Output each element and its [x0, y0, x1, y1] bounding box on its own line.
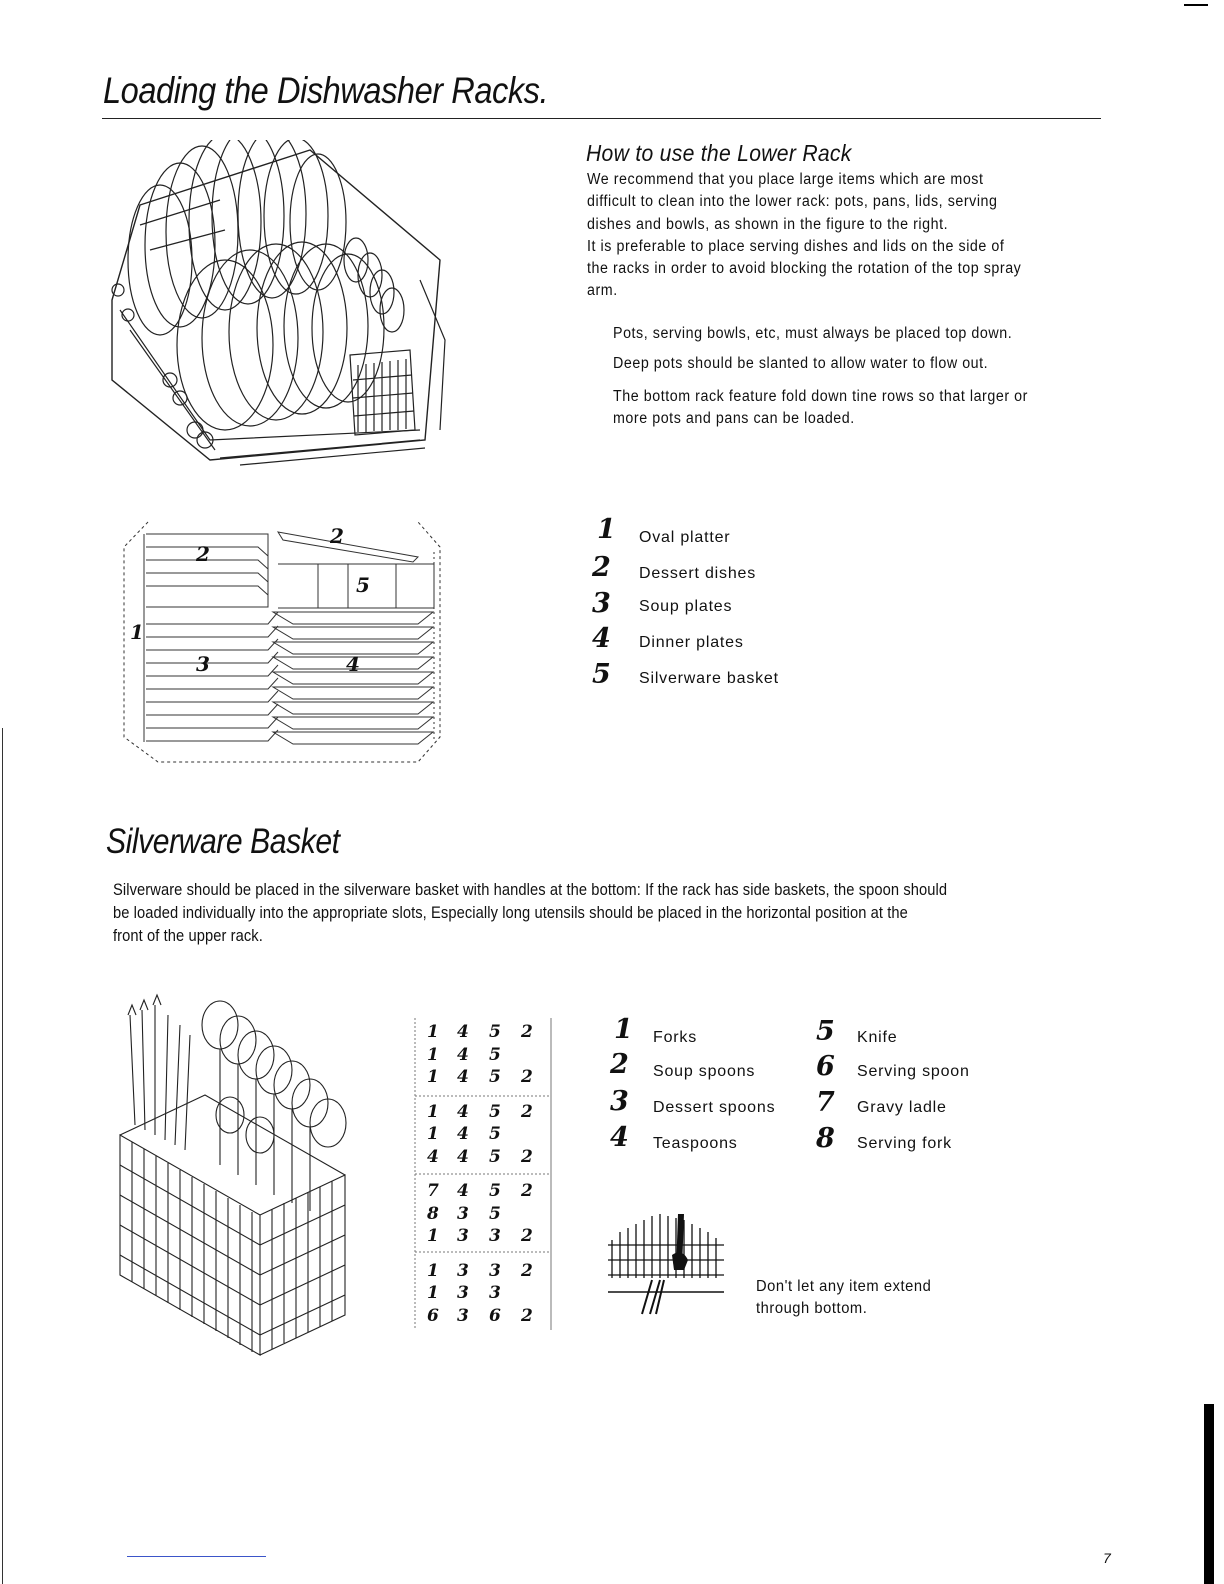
- silverware-paragraph: [113, 879, 1074, 948]
- grid-row: [413, 1022, 553, 1044]
- grid-row: [413, 1283, 553, 1305]
- grid-cell: 7: [427, 1181, 439, 1201]
- grid-row: [413, 1226, 553, 1248]
- legend-label: Teaspoons: [653, 1135, 738, 1152]
- grid-cell: 3: [489, 1260, 501, 1281]
- grid-cell: 5: [489, 1067, 501, 1087]
- diagram-label-4: 4: [346, 652, 360, 676]
- diagram-label-2: 2: [196, 542, 210, 566]
- grid-row: [413, 1261, 553, 1283]
- grid-cell: 4: [427, 1146, 439, 1167]
- grid-cell: 1: [427, 1101, 439, 1122]
- lower-rack-line: It is preferable to place serving dishes and lids on the side of: [587, 237, 1005, 255]
- note-slanted: Deep pots should be slanted to allow water to flow out.: [613, 355, 989, 372]
- legend-label: Forks: [653, 1029, 697, 1046]
- lower-rack-line: arm.: [587, 282, 618, 300]
- grid-cell: 2: [521, 1022, 533, 1042]
- legend-number: 8: [816, 1123, 835, 1154]
- lower-rack-heading: How to use the Lower Rack: [586, 140, 852, 166]
- grid-cell: 5: [489, 1044, 501, 1065]
- legend-label: Silverware basket: [639, 670, 779, 687]
- lower-rack-line: We recommend that you place large items which are most: [587, 171, 984, 188]
- note-top-down: Pots, serving bowls, etc, must always be placed top down.: [613, 325, 1013, 342]
- grid-cell: 2: [521, 1146, 533, 1167]
- grid-cell: 1: [427, 1022, 439, 1042]
- legend-label: Soup spoons: [653, 1063, 756, 1080]
- legend-label: Gravy ladle: [857, 1099, 947, 1116]
- grid-cell: 5: [489, 1146, 501, 1167]
- legend-label: Soup plates: [639, 598, 733, 615]
- grid-row: [413, 1306, 553, 1328]
- basket-bottom-warning-icon: [604, 1210, 728, 1320]
- lower-rack-line: dishes and bowls, as shown in the figure to the right.: [587, 215, 949, 233]
- grid-cell: 5: [489, 1124, 501, 1144]
- legend-number: 1: [614, 1014, 633, 1045]
- legend-number: 5: [592, 659, 611, 690]
- legend-number: 2: [610, 1049, 629, 1080]
- grid-cell: 6: [427, 1305, 439, 1326]
- diagram-label-3: 3: [196, 652, 210, 676]
- grid-cell: 1: [427, 1283, 439, 1303]
- grid-cell: 5: [489, 1203, 501, 1224]
- title-rule: [102, 118, 1101, 119]
- grid-cell: 5: [489, 1181, 501, 1201]
- note-fold-down-line: The bottom rack feature fold down tine rows so that larger or: [613, 388, 1028, 405]
- diagram-label-1: 1: [130, 620, 144, 644]
- grid-row: [413, 1124, 553, 1146]
- grid-cell: 1: [427, 1044, 439, 1065]
- page-title: Loading the Dishwasher Racks.: [103, 70, 549, 111]
- legend-number: 2: [592, 552, 611, 583]
- grid-cell: 2: [521, 1226, 533, 1246]
- grid-row: [413, 1181, 553, 1203]
- grid-cell: 3: [457, 1203, 469, 1224]
- legend-number: 3: [592, 588, 611, 619]
- grid-cell: 5: [489, 1101, 501, 1122]
- warning-line: through bottom.: [756, 1300, 868, 1318]
- grid-cell: 1: [427, 1067, 439, 1087]
- grid-cell: 4: [457, 1022, 469, 1042]
- grid-cell: 2: [521, 1181, 533, 1201]
- page-number: 7: [1103, 1550, 1111, 1566]
- lower-rack-line: difficult to clean into the lower rack: pots, pans, lids, serving: [587, 193, 998, 211]
- legend-number: 1: [597, 514, 616, 545]
- grid-row: [413, 1067, 553, 1089]
- lower-rack-illustration: [100, 140, 460, 470]
- legend-number: 3: [610, 1086, 629, 1117]
- note-fold-down-line: more pots and pans can be loaded.: [613, 410, 855, 428]
- grid-cell: 5: [489, 1022, 501, 1042]
- legend-number: 7: [816, 1087, 835, 1118]
- legend-number: 6: [816, 1051, 835, 1082]
- grid-cell: 4: [457, 1146, 469, 1167]
- rack-layout-lines: [118, 512, 448, 770]
- grid-cell: 4: [457, 1101, 469, 1122]
- legend-label: Serving fork: [857, 1135, 952, 1152]
- edge-mark: [1184, 4, 1208, 6]
- grid-cell: 4: [457, 1044, 469, 1065]
- basket-bottom-warning: [756, 1276, 947, 1321]
- grid-cell: 3: [457, 1305, 469, 1326]
- grid-cell: 4: [457, 1067, 469, 1087]
- grid-cell: 3: [457, 1283, 469, 1303]
- silverware-line: Silverware should be placed in the silverware basket with handles at the bottom: If the rack has side baskets, the spoon should: [113, 881, 948, 899]
- lower-rack-line: the racks in order to avoid blocking the rotation of the top spray: [587, 260, 1022, 278]
- note-fold-down: [613, 386, 1153, 431]
- legend-label: Oval platter: [639, 529, 731, 546]
- grid-cell: 1: [427, 1124, 439, 1144]
- grid-cell: 2: [521, 1067, 533, 1087]
- legend-label: Knife: [857, 1029, 898, 1046]
- grid-cell: 3: [489, 1226, 501, 1246]
- grid-row: [413, 1204, 553, 1226]
- grid-cell: 4: [457, 1181, 469, 1201]
- lower-rack-layout-diagram: [118, 512, 448, 770]
- scan-edge-line: [2, 728, 3, 1584]
- grid-cell: 4: [457, 1124, 469, 1144]
- bottom-underline: [127, 1556, 266, 1557]
- silverware-line: be loaded individually into the appropriate slots, Especially long utensils should be placed in the horizontal position at the: [113, 904, 908, 922]
- grid-cell: 3: [489, 1283, 501, 1303]
- grid-row: [413, 1102, 553, 1124]
- diagram-label-2: 2: [330, 524, 344, 548]
- grid-cell: 3: [457, 1226, 469, 1246]
- grid-cell: 8: [427, 1203, 439, 1224]
- grid-cell: 3: [457, 1260, 469, 1281]
- silverware-line: front of the upper rack.: [113, 927, 263, 945]
- silverware-basket-illustration: [110, 985, 355, 1365]
- grid-row: [413, 1045, 553, 1067]
- silverware-heading: Silverware Basket: [106, 822, 340, 861]
- warning-line: Don't let any item extend: [756, 1278, 932, 1295]
- grid-cell: 2: [521, 1260, 533, 1281]
- legend-label: Dessert spoons: [653, 1099, 776, 1116]
- grid-cell: 6: [489, 1305, 501, 1326]
- lower-rack-paragraph: [587, 169, 1127, 303]
- grid-row: [413, 1147, 553, 1169]
- grid-cell: 2: [521, 1101, 533, 1122]
- grid-cell: 1: [427, 1260, 439, 1281]
- legend-label: Dinner plates: [639, 634, 744, 651]
- legend-label: Dessert dishes: [639, 565, 757, 582]
- legend-number: 4: [610, 1122, 629, 1153]
- page-edge-bar: [1204, 1404, 1214, 1584]
- grid-cell: 1: [427, 1226, 439, 1246]
- legend-number: 4: [592, 623, 611, 654]
- legend-label: Serving spoon: [857, 1063, 970, 1080]
- diagram-label-5: 5: [356, 573, 370, 597]
- legend-number: 5: [816, 1016, 835, 1047]
- grid-cell: 2: [521, 1305, 533, 1326]
